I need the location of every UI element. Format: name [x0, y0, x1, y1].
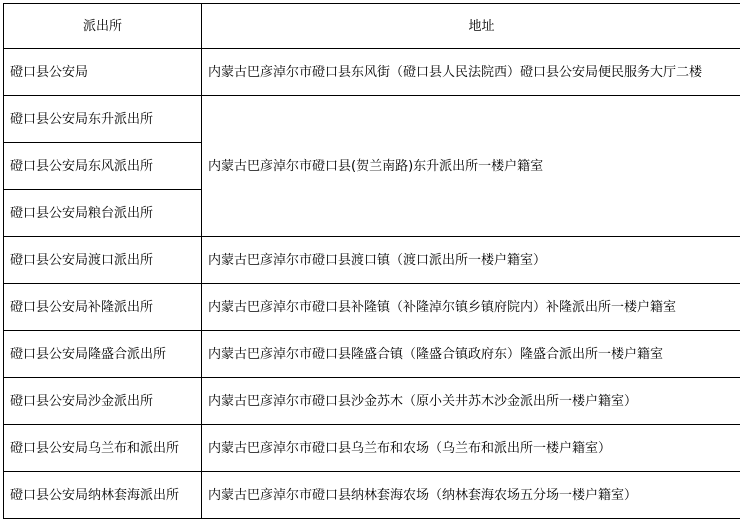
- cell-office: 磴口县公安局隆盛合派出所: [4, 331, 202, 378]
- cell-address: 内蒙古巴彦淖尔市磴口县隆盛合镇（隆盛合镇政府东）隆盛合派出所一楼户籍室: [202, 331, 740, 378]
- cell-office: 磴口县公安局沙金派出所: [4, 378, 202, 425]
- table-row: [4, 237, 740, 284]
- cell-office: 磴口县公安局: [4, 49, 202, 96]
- cell-office: 磴口县公安局补隆派出所: [4, 284, 202, 331]
- cell-address: 内蒙古巴彦淖尔市磴口县补隆镇（补隆淖尔镇乡镇府院内）补隆派出所一楼户籍室: [202, 284, 740, 331]
- table-row: [4, 472, 740, 519]
- cell-office: 磴口县公安局东升派出所: [4, 96, 202, 143]
- column-header-address: 地址: [202, 4, 740, 49]
- cell-office: 磴口县公安局渡口派出所: [4, 237, 202, 284]
- cell-address: 内蒙古巴彦淖尔市磴口县乌兰布和农场（乌兰布和派出所一楼户籍室）: [202, 425, 740, 472]
- column-header-office: 派出所: [4, 4, 202, 49]
- cell-address: 内蒙古巴彦淖尔市磴口县东风街（磴口县人民法院西）磴口县公安局便民服务大厅二楼: [202, 49, 740, 96]
- police-station-address-table: [3, 3, 740, 519]
- table-row: [4, 284, 740, 331]
- cell-address-merged: 内蒙古巴彦淖尔市磴口县(贺兰南路)东升派出所一楼户籍室: [202, 96, 740, 237]
- table-row: [4, 96, 740, 143]
- cell-address: 内蒙古巴彦淖尔市磴口县纳林套海农场（纳林套海农场五分场一楼户籍室）: [202, 472, 740, 519]
- cell-address: 内蒙古巴彦淖尔市磴口县渡口镇（渡口派出所一楼户籍室）: [202, 237, 740, 284]
- document-page: [0, 3, 740, 444]
- cell-office: 磴口县公安局乌兰布和派出所: [4, 425, 202, 472]
- cell-office: 磴口县公安局纳林套海派出所: [4, 472, 202, 519]
- cell-office: 磴口县公安局东风派出所: [4, 143, 202, 190]
- table-row: [4, 331, 740, 378]
- cell-address: 内蒙古巴彦淖尔市磴口县沙金苏木（原小关井苏木沙金派出所一楼户籍室）: [202, 378, 740, 425]
- cell-office: 磴口县公安局粮台派出所: [4, 190, 202, 237]
- table-header-row: [4, 4, 740, 49]
- table-row: [4, 378, 740, 425]
- table-row: [4, 49, 740, 96]
- table-row: [4, 425, 740, 472]
